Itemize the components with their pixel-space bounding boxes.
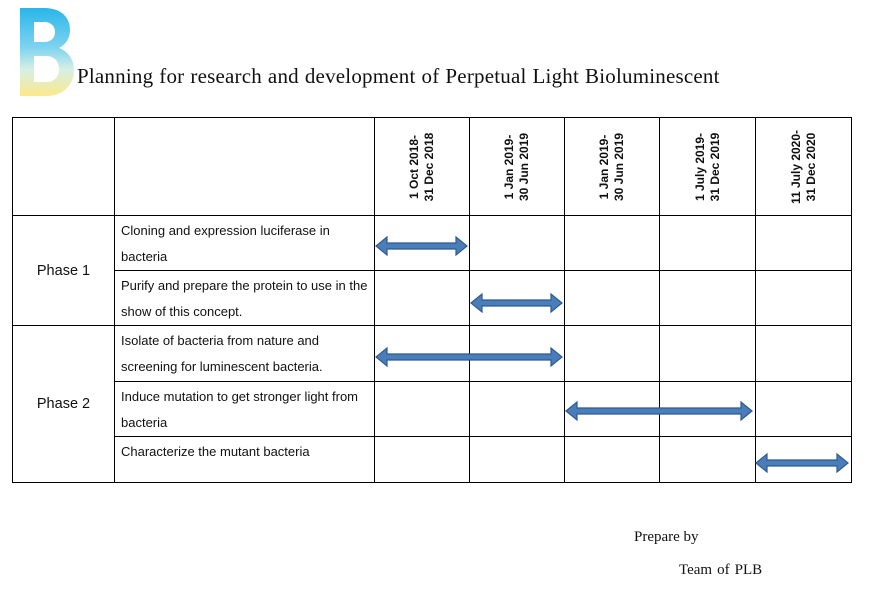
period-end: 30 Jun 2019	[612, 132, 626, 201]
task-description: Cloning and expression luciferase in bacteria	[115, 216, 375, 271]
team-word: PLB	[734, 562, 763, 578]
timeline-cell	[565, 437, 660, 483]
task-description: Isolate of bacteria from nature and screening for luminescent bacteria.	[115, 326, 375, 382]
title-word: Perpetual	[445, 64, 527, 88]
title-word: and	[267, 64, 299, 88]
task-description: Purify and prepare the protein to use in the show of this concept.	[115, 271, 375, 326]
timeline-cell	[375, 271, 470, 326]
period-end: 31 Dec 2018	[422, 132, 436, 201]
period-start: 1 July 2019-	[692, 132, 707, 201]
period-end: 31 Dec 2020	[803, 132, 818, 201]
header-phase-cell	[13, 118, 115, 216]
timeline-cell	[375, 437, 470, 483]
period-header-5	[756, 118, 852, 216]
timeline-cell	[660, 437, 756, 483]
task-row	[13, 326, 852, 382]
timeline-cell	[660, 271, 756, 326]
title-word: Planning	[77, 64, 154, 88]
phase-label: Phase 2	[13, 326, 115, 483]
title-word: development	[304, 64, 416, 88]
title-word: research	[190, 64, 262, 88]
task-row	[13, 271, 852, 326]
timeline-cell	[756, 437, 852, 483]
period-start: 1 Jan 2019-	[597, 134, 611, 199]
timeline-cell	[470, 382, 565, 437]
period-start: 1 Jan 2019-	[502, 134, 516, 199]
letter-b-logo	[18, 6, 76, 98]
timeline-cell	[470, 326, 565, 382]
timeline-cell	[756, 216, 852, 271]
timeline-cell	[565, 216, 660, 271]
header-row	[13, 118, 852, 216]
period-header-2	[470, 118, 565, 216]
task-description: Characterize the mutant bacteria	[115, 437, 375, 483]
period-start: 11 July 2020-	[788, 129, 803, 204]
header-task-cell	[115, 118, 375, 216]
title-word: of	[421, 64, 440, 88]
team-word: Team	[679, 562, 713, 578]
period-end: 30 Jun 2019	[517, 132, 531, 201]
title-word: Bioluminescent	[585, 64, 720, 88]
timeline-cell	[565, 271, 660, 326]
phase-label: Phase 1	[13, 216, 115, 326]
timeline-cell	[756, 326, 852, 382]
timeline-cell	[375, 326, 470, 382]
task-row	[13, 216, 852, 271]
timeline-cell	[660, 216, 756, 271]
team-signature	[679, 562, 762, 579]
period-header-1	[375, 118, 470, 216]
gantt-table	[12, 117, 852, 483]
timeline-cell	[756, 382, 852, 437]
task-row	[13, 437, 852, 483]
timeline-cell	[565, 382, 660, 437]
period-header-4	[660, 118, 756, 216]
timeline-cell	[660, 382, 756, 437]
team-word: of	[717, 562, 730, 578]
period-end: 31 Dec 2019	[707, 132, 722, 201]
title-word: Light	[532, 64, 580, 88]
timeline-cell	[660, 326, 756, 382]
timeline-cell	[375, 216, 470, 271]
prepare-by-label: Prepare by	[634, 529, 699, 545]
period-start: 1 Oct 2018-	[407, 134, 421, 199]
timeline-cell	[756, 271, 852, 326]
timeline-cell	[375, 382, 470, 437]
timeline-cell	[470, 216, 565, 271]
period-header-3	[565, 118, 660, 216]
task-description: Induce mutation to get stronger light from bacteria	[115, 382, 375, 437]
timeline-cell	[470, 437, 565, 483]
title-word: for	[159, 64, 185, 88]
timeline-cell	[470, 271, 565, 326]
timeline-cell	[565, 326, 660, 382]
task-row	[13, 382, 852, 437]
page-title	[77, 64, 720, 89]
